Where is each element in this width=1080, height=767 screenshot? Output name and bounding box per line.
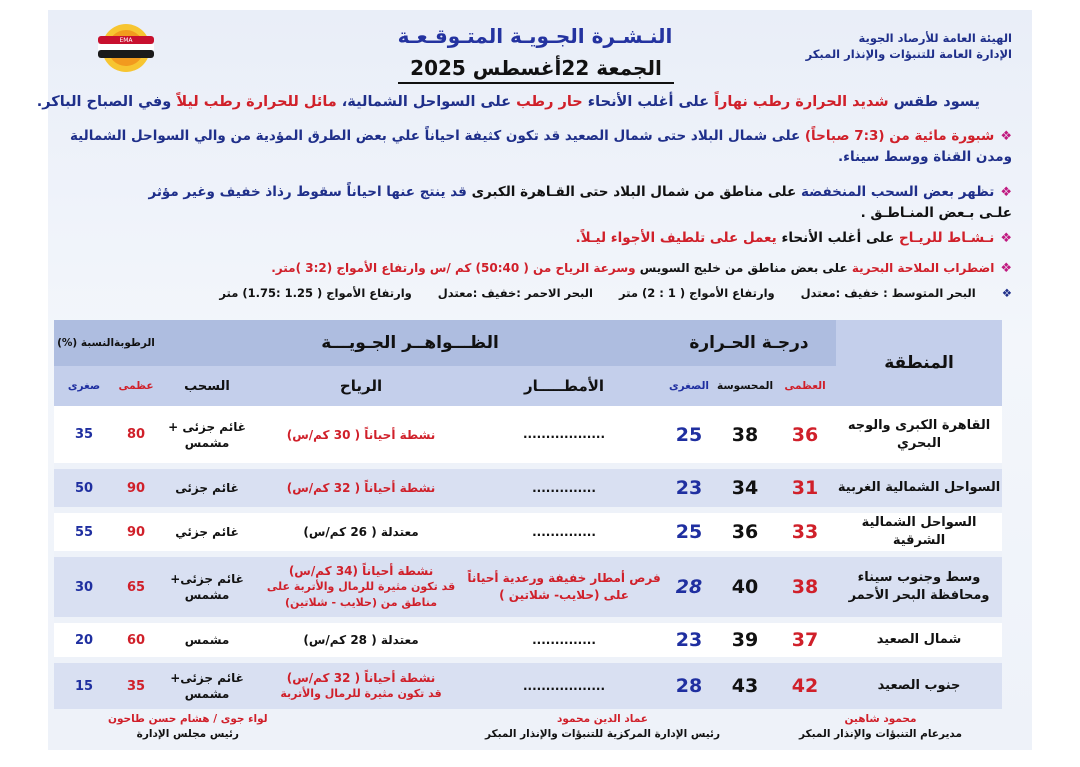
humidity-min-cell: 15 [54, 660, 114, 712]
min-temp-cell: 25 [662, 406, 716, 466]
bullet-wind: ❖نـشـاط للريـاح على أغلب الأنحاء يعمل على تلطيف الأجواء ليـلاً. [575, 230, 1012, 246]
min-temp-cell: 23 [662, 620, 716, 660]
wind-cell: نشطة أحياناً ( 32 كم/س) [256, 466, 466, 510]
bullet-fog: ❖شبورة مائية من (7:3 صباحاً) على شمال البلاد حتى شمال الصعيد قد تكون كثيفة احياناً علي بعض الطرق المؤدية من والي السواحل الشمالية ومدن القناة ووسط سيناء. [69, 128, 1012, 165]
region-cell: جنوب الصعيد [836, 660, 1002, 712]
clouds-cell: غائم جزئى+ مشمس [158, 554, 256, 620]
wind-cell: معتدلة ( 26 كم/س) [256, 510, 466, 554]
feels-like-cell: 43 [716, 660, 774, 712]
min-temp-cell: 28 [662, 554, 716, 620]
region-cell: شمال الصعيد [836, 620, 1002, 660]
humidity-min-cell: 50 [54, 466, 114, 510]
weather-summary: يسود طقس شديد الحرارة رطب نهاراً على أغلب الأنحاء حار رطب على السواحل الشمالية، مائل للحرارة رطب ليلاً وفي الصباح الباكر. [36, 94, 980, 110]
table-row [54, 406, 1002, 466]
rain-cell: .................. [466, 406, 662, 466]
humidity-min-cell: 30 [54, 554, 114, 620]
header-region: المنطقة [836, 320, 1002, 406]
feels-like-cell: 39 [716, 620, 774, 660]
rain-cell: فرص أمطار خفيفة ورعدية أحياناً على (حلايب- شلاتين ) [466, 554, 662, 620]
header-max: العظمى [774, 366, 836, 406]
wind-note: قد تكون مثيرة للرمال والأتربة [280, 687, 442, 700]
humidity-min-cell: 35 [54, 406, 114, 466]
humidity-min-cell: 55 [54, 510, 114, 554]
bulletin-title: النـشـرة الجـويـة المتـوقـعـة [397, 24, 673, 48]
bullet-diamond-icon: ❖ [1000, 129, 1012, 144]
header-phenomena: الظـــواهــر الجـويـــة [158, 320, 662, 366]
organization-name [806, 30, 1012, 62]
org-line-1: الهيئة العامة للأرصاد الجوية [858, 31, 1012, 45]
humidity-max-cell: 80 [114, 406, 158, 466]
table-row [54, 660, 1002, 712]
region-cell: السواحل الشمالية الشرقية [836, 510, 1002, 554]
bullet-clouds: ❖تظهر بعض السحب المنخفضة على مناطق من شمال البلاد حتى القـاهرة الكبرى قد ينتج عنها احياناً سقوط رذاذ خفيف وغير مؤثر علـى بـعض المنـاطـق . [148, 184, 1012, 221]
wind-note: قد تكون مثيرة للرمال والأتربة على مناطق من (حلايب - شلاتين) [266, 580, 456, 609]
bullet-diamond-icon: ❖ [1000, 185, 1012, 200]
max-temp-cell: 42 [774, 660, 836, 712]
header-temperature: درجـة الحـرارة [662, 320, 836, 366]
humidity-max-cell: 35 [114, 660, 158, 712]
svg-text:EMA: EMA [119, 37, 133, 44]
signature-chairman: لواء جوى / هشام حسن طاحون رئيس مجلس الإدارة [108, 713, 268, 740]
wind-cell: نشطة أحياناً (34 كم/س) قد تكون مثيرة للرمال والأتربة على مناطق من (حلايب - شلاتين) [256, 554, 466, 620]
org-line-2: الإدارة العامة للتنبؤات والإنذار المبكر [805, 47, 1012, 61]
region-cell: وسط وجنوب سيناء ومحافظة البحر الأحمر [836, 554, 1002, 620]
rain-cell: .............. [466, 466, 662, 510]
header-humidity-min: صغرى [54, 366, 114, 406]
feels-like-cell: 36 [716, 510, 774, 554]
sea-med-waves: وارتفاع الأمواج ( 1 : 2) متر [618, 286, 775, 300]
region-cell: القاهرة الكبرى والوجه البحري [836, 406, 1002, 466]
sea-med: البحر المتوسط : خفيف :معتدل [800, 286, 976, 300]
rain-cell: .................. [466, 660, 662, 712]
bullet-diamond-icon: ❖ [1000, 261, 1012, 276]
humidity-max-cell: 90 [114, 510, 158, 554]
max-temp-cell: 37 [774, 620, 836, 660]
max-temp-cell: 33 [774, 510, 836, 554]
bullet-diamond-icon: ❖ [1001, 286, 1012, 300]
forecast-table [54, 320, 1002, 715]
header-min: الصغرى [662, 366, 716, 406]
sea-red: البحر الاحمر :خفيف :معتدل [437, 286, 593, 300]
header-humidity: الرطوبةالنسبة (%) [54, 320, 158, 366]
signature-director-general: محمود شاهين مديرعام التنبؤات والإنذار المبكر [798, 713, 962, 740]
ema-logo [88, 22, 164, 74]
header-wind: الرياح [256, 366, 466, 406]
humidity-max-cell: 65 [114, 554, 158, 620]
signature-central-director: عماد الدين محمود رئيس الإدارة المركزية للتنبؤات والإنذار المبكر [484, 713, 720, 740]
wind-cell: نشطة أحياناً ( 32 كم/س) قد تكون مثيرة للرمال والأتربة [256, 660, 466, 712]
humidity-max-cell: 90 [114, 466, 158, 510]
header-humidity-max: عظمى [114, 366, 158, 406]
rain-cell: .............. [466, 510, 662, 554]
max-temp-cell: 31 [774, 466, 836, 510]
min-temp-cell: 23 [662, 466, 716, 510]
feels-like-cell: 40 [716, 554, 774, 620]
humidity-min-cell: 20 [54, 620, 114, 660]
feels-like-cell: 38 [716, 406, 774, 466]
header-clouds: السحب [158, 366, 256, 406]
clouds-cell: مشمس [158, 620, 256, 660]
sea-state [197, 286, 1012, 300]
wind-cell: معتدلة ( 28 كم/س) [256, 620, 466, 660]
humidity-max-cell: 60 [114, 620, 158, 660]
table-row [54, 554, 1002, 620]
table-row [54, 466, 1002, 510]
sea-red-waves: وارتفاع الأمواج ( 1.25 :1.75) متر [219, 286, 412, 300]
max-temp-cell: 38 [774, 554, 836, 620]
bullet-diamond-icon: ❖ [1000, 231, 1012, 246]
feels-like-cell: 34 [716, 466, 774, 510]
table-row [54, 620, 1002, 660]
wind-cell: نشطة أحياناً ( 30 كم/س) [256, 406, 466, 466]
max-temp-cell: 36 [774, 406, 836, 466]
header-feels-like: المحسوسة [716, 366, 774, 406]
rain-cell: .............. [466, 620, 662, 660]
header-rain: الأمطـــــار [466, 366, 662, 406]
clouds-cell: غائم جزئى [158, 466, 256, 510]
table-row [54, 510, 1002, 554]
clouds-cell: غائم جزئى+ مشمس [158, 660, 256, 712]
min-temp-cell: 28 [662, 660, 716, 712]
region-cell: السواحل الشمالية الغربية [836, 466, 1002, 510]
clouds-cell: غائم جزئي [158, 510, 256, 554]
bulletin-date: الجمعة 22أغسطس 2025 [398, 56, 674, 84]
clouds-cell: غائم جزئى + مشمس [158, 406, 256, 466]
bullet-navigation: ❖اضطراب الملاحة البحرية على بعض مناطق من خليج السويس وسرعة الرياح من ( 50:40) كم /س وارتفاع الأمواج (3:2 )متر. [271, 261, 1012, 276]
min-temp-cell: 25 [662, 510, 716, 554]
